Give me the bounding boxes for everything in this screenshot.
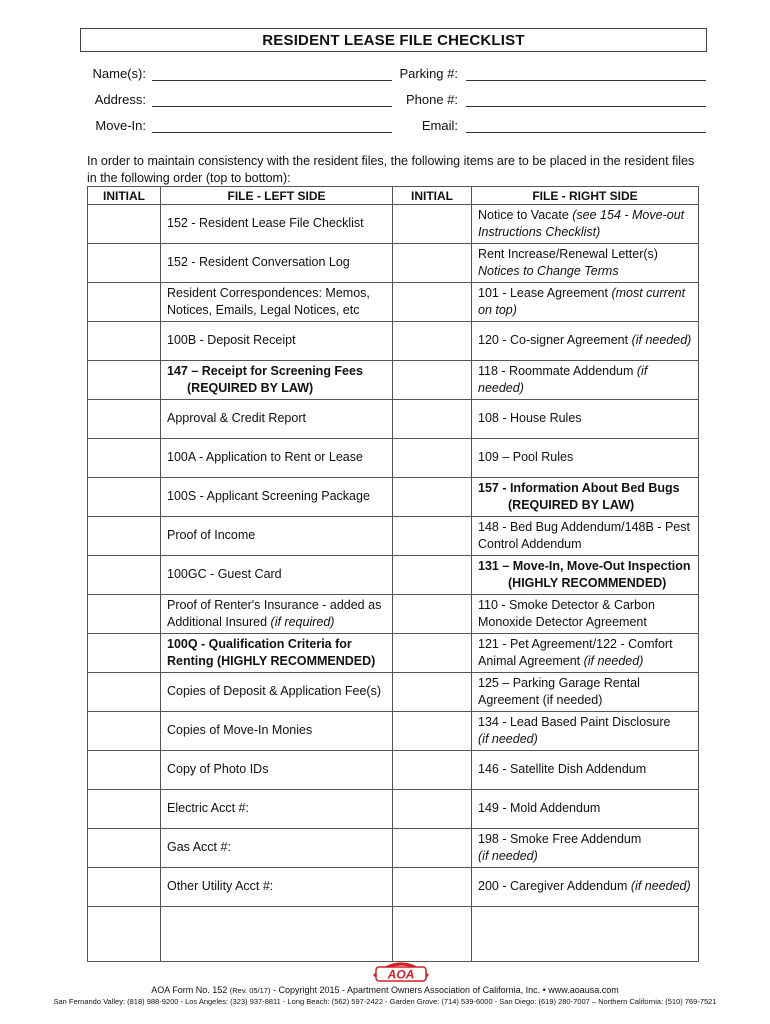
initial-box-left[interactable] bbox=[88, 322, 161, 361]
initial-box-left[interactable] bbox=[88, 205, 161, 244]
initial-box-right[interactable] bbox=[393, 829, 472, 868]
initial-box-left[interactable] bbox=[88, 595, 161, 634]
right-item: 121 - Pet Agreement/122 - Comfort Animal Agreement (if needed) bbox=[472, 634, 699, 673]
left-item: Copies of Deposit & Application Fee(s) bbox=[161, 673, 393, 712]
initial-box-left[interactable] bbox=[88, 712, 161, 751]
left-item: 152 - Resident Conversation Log bbox=[161, 244, 393, 283]
initial-box-left[interactable] bbox=[88, 400, 161, 439]
initial-box-right[interactable] bbox=[393, 205, 472, 244]
table-row bbox=[88, 868, 699, 907]
left-item: 100S - Applicant Screening Package bbox=[161, 478, 393, 517]
table-row bbox=[88, 322, 699, 361]
right-item: 200 - Caregiver Addendum (if needed) bbox=[472, 868, 699, 907]
email-label: Email: bbox=[421, 118, 458, 133]
header-initial-left: INITIAL bbox=[88, 187, 161, 205]
initial-box-right[interactable] bbox=[393, 751, 472, 790]
checklist-table bbox=[87, 186, 699, 962]
initial-box-right[interactable] bbox=[393, 400, 472, 439]
names-input-line[interactable] bbox=[152, 80, 392, 81]
right-item: 148 - Bed Bug Addendum/148B - Pest Control Addendum bbox=[472, 517, 699, 556]
initial-box-right[interactable] bbox=[393, 634, 472, 673]
right-item: 108 - House Rules bbox=[472, 400, 699, 439]
address-label: Address: bbox=[94, 92, 146, 107]
table-row bbox=[88, 634, 699, 673]
parking-input-line[interactable] bbox=[466, 80, 706, 81]
table-row bbox=[88, 712, 699, 751]
right-item: 101 - Lease Agreement (most current on top) bbox=[472, 283, 699, 322]
initial-box-left[interactable] bbox=[88, 751, 161, 790]
right-item: 157 - Information About Bed Bugs (REQUIRED BY LAW) bbox=[472, 478, 699, 517]
right-item-blank[interactable] bbox=[472, 907, 699, 962]
table-row bbox=[88, 205, 699, 244]
table-row bbox=[88, 829, 699, 868]
names-label: Name(s): bbox=[92, 66, 146, 81]
right-item: 131 – Move-In, Move-Out Inspection (HIGHLY RECOMMENDED) bbox=[472, 556, 699, 595]
footer-form-info: AOA Form No. 152 (Rev. 05/17) - Copyright 2015 - Apartment Owners Association of California, Inc. • www.aoausa.com bbox=[151, 985, 619, 995]
left-item: 100A - Application to Rent or Lease bbox=[161, 439, 393, 478]
left-item-blank[interactable] bbox=[161, 907, 393, 962]
right-item: 149 - Mold Addendum bbox=[472, 790, 699, 829]
phone-input-line[interactable] bbox=[466, 106, 706, 107]
initial-box-right[interactable] bbox=[393, 517, 472, 556]
left-item: Resident Correspondences: Memos, Notices, Emails, Legal Notices, etc bbox=[161, 283, 393, 322]
table-row bbox=[88, 790, 699, 829]
left-item: Copy of Photo IDs bbox=[161, 751, 393, 790]
initial-box-right[interactable] bbox=[393, 322, 472, 361]
table-row bbox=[88, 283, 699, 322]
address-input-line[interactable] bbox=[152, 106, 392, 107]
initial-box-left[interactable] bbox=[88, 283, 161, 322]
initial-box-right[interactable] bbox=[393, 556, 472, 595]
initial-box-left[interactable] bbox=[88, 634, 161, 673]
initial-box-left[interactable] bbox=[88, 439, 161, 478]
table-row bbox=[88, 556, 699, 595]
table-row bbox=[88, 439, 699, 478]
initial-box-right[interactable] bbox=[393, 712, 472, 751]
intro-text: In order to maintain consistency with the resident files, the following items are to be placed in the resident files in the following order (top to bottom): bbox=[87, 154, 695, 185]
table-row bbox=[88, 244, 699, 283]
left-item: 152 - Resident Lease File Checklist bbox=[161, 205, 393, 244]
initial-box-right[interactable] bbox=[393, 790, 472, 829]
right-item: 146 - Satellite Dish Addendum bbox=[472, 751, 699, 790]
left-item: Gas Acct #: bbox=[161, 829, 393, 868]
initial-box-right[interactable] bbox=[393, 439, 472, 478]
form-title: RESIDENT LEASE FILE CHECKLIST bbox=[80, 28, 707, 52]
table-row bbox=[88, 400, 699, 439]
footer-phone-numbers: San Fernando Valley: (818) 988-9200 - Los Angeles: (323) 937-8811 - Long Beach: (562) 597-2422 - Garden Grove: (714) 539-6000 - San Diego: (619) 280-7007 – Northern California: (510) 769-7521 bbox=[53, 997, 717, 1006]
right-item: 118 - Roommate Addendum (if needed) bbox=[472, 361, 699, 400]
initial-box-left[interactable] bbox=[88, 478, 161, 517]
table-row bbox=[88, 361, 699, 400]
left-item: 100Q - Qualification Criteria for Renting (HIGHLY RECOMMENDED) bbox=[161, 634, 393, 673]
movein-input-line[interactable] bbox=[152, 132, 392, 133]
initial-box-left[interactable] bbox=[88, 907, 161, 962]
initial-box-left[interactable] bbox=[88, 556, 161, 595]
aoa-logo bbox=[370, 958, 432, 984]
phone-label: Phone #: bbox=[405, 92, 458, 107]
movein-label: Move-In: bbox=[95, 118, 146, 133]
table-row-empty bbox=[88, 907, 699, 962]
right-item: Notice to Vacate (see 154 - Move-out Instructions Checklist) bbox=[472, 205, 699, 244]
header-right-side: FILE - RIGHT SIDE bbox=[472, 187, 699, 205]
header-left-side: FILE - LEFT SIDE bbox=[161, 187, 393, 205]
logo-text: AOA bbox=[387, 967, 415, 982]
header-initial-right: INITIAL bbox=[393, 187, 472, 205]
initial-box-right[interactable] bbox=[393, 478, 472, 517]
right-item: 134 - Lead Based Paint Disclosure (if needed) bbox=[472, 712, 699, 751]
left-item: Proof of Income bbox=[161, 517, 393, 556]
right-item: Rent Increase/Renewal Letter(s) Notices to Change Terms bbox=[472, 244, 699, 283]
left-item: Copies of Move-In Monies bbox=[161, 712, 393, 751]
right-item: 120 - Co-signer Agreement (if needed) bbox=[472, 322, 699, 361]
initial-box-left[interactable] bbox=[88, 868, 161, 907]
initial-box-right[interactable] bbox=[393, 361, 472, 400]
initial-box-left[interactable] bbox=[88, 790, 161, 829]
table-header-row bbox=[88, 187, 699, 205]
left-item: Proof of Renter's Insurance - added as Additional Insured (if required) bbox=[161, 595, 393, 634]
initial-box-right[interactable] bbox=[393, 244, 472, 283]
left-item: Electric Acct #: bbox=[161, 790, 393, 829]
email-input-line[interactable] bbox=[466, 132, 706, 133]
parking-label: Parking #: bbox=[399, 66, 458, 81]
right-item: 198 - Smoke Free Addendum (if needed) bbox=[472, 829, 699, 868]
initial-box-left[interactable] bbox=[88, 673, 161, 712]
left-item: 100B - Deposit Receipt bbox=[161, 322, 393, 361]
initial-box-left[interactable] bbox=[88, 361, 161, 400]
left-item: 147 – Receipt for Screening Fees (REQUIRED BY LAW) bbox=[161, 361, 393, 400]
table-row bbox=[88, 517, 699, 556]
right-item: 125 – Parking Garage Rental Agreement (if needed) bbox=[472, 673, 699, 712]
right-item: 109 – Pool Rules bbox=[472, 439, 699, 478]
initial-box-right[interactable] bbox=[393, 673, 472, 712]
initial-box-right[interactable] bbox=[393, 868, 472, 907]
left-item: 100GC - Guest Card bbox=[161, 556, 393, 595]
table-row bbox=[88, 595, 699, 634]
table-row bbox=[88, 751, 699, 790]
initial-box-left[interactable] bbox=[88, 244, 161, 283]
initial-box-left[interactable] bbox=[88, 829, 161, 868]
left-item: Other Utility Acct #: bbox=[161, 868, 393, 907]
table-row bbox=[88, 673, 699, 712]
right-item: 110 - Smoke Detector & Carbon Monoxide Detector Agreement bbox=[472, 595, 699, 634]
initial-box-left[interactable] bbox=[88, 517, 161, 556]
initial-box-right[interactable] bbox=[393, 283, 472, 322]
left-item: Approval & Credit Report bbox=[161, 400, 393, 439]
table-row bbox=[88, 478, 699, 517]
initial-box-right[interactable] bbox=[393, 907, 472, 962]
initial-box-right[interactable] bbox=[393, 595, 472, 634]
